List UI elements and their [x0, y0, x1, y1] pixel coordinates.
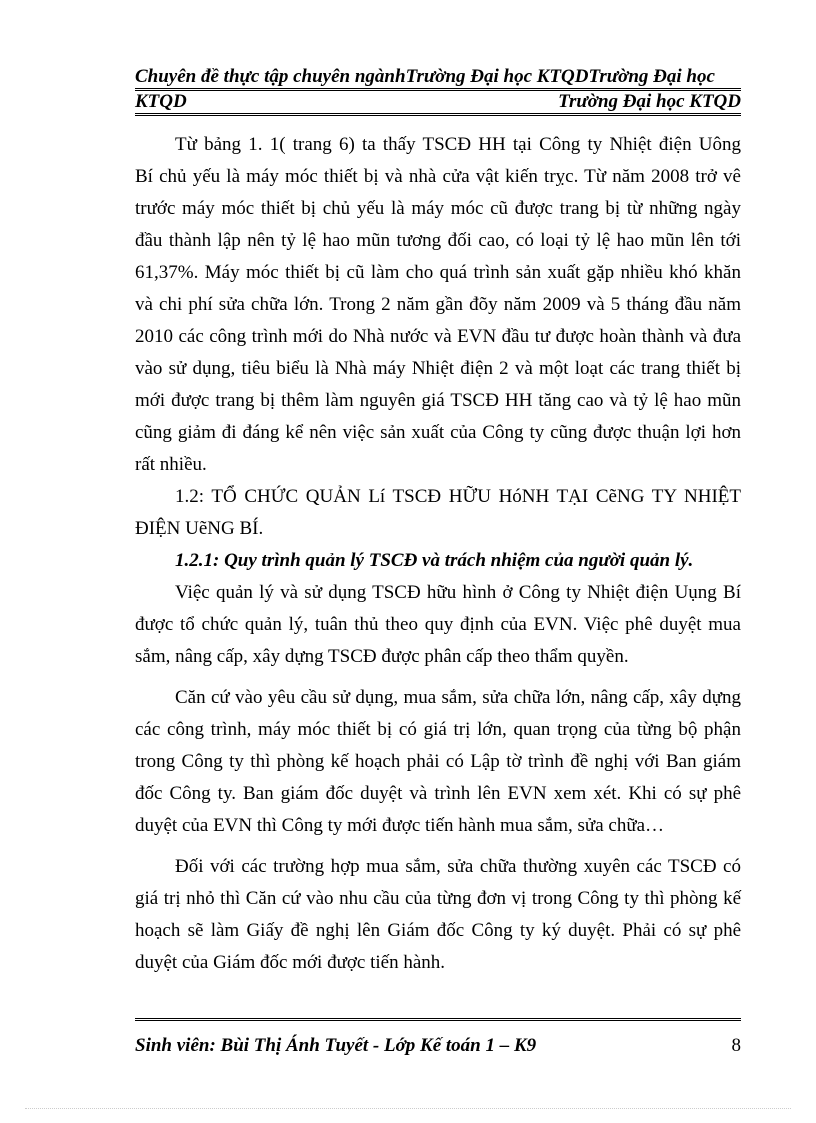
paragraph — [135, 577, 741, 673]
text-line: duyệt của Giám đốc mới được tiến hành. — [135, 952, 446, 973]
text-line: 61,37%. Máy móc thiết bị cũ làm cho quá trình sản xuất gặp nhiều khó khăn — [135, 262, 741, 283]
text-line: vào sử dụng, tiêu biểu là Nhà máy Nhiệt điện 2 và một loạt các trang thiết bị — [135, 358, 741, 379]
text-line: cũng giảm đi đáng kể nên việc sản xuất của Công ty cũng được thuận lợi hơn — [135, 422, 741, 443]
document-body — [135, 129, 741, 979]
footer-divider — [135, 1018, 741, 1021]
text-line: Đối với các trường hợp mua sắm, sửa chữa thường xuyên các TSCĐ có — [175, 856, 741, 877]
text-line: được tổ chức quản lý, tuân thủ theo quy định của EVN. Việc phê duyệt mua — [135, 614, 741, 635]
text-line: duyệt của EVN thì Công ty mới được tiến hành mua sắm, sửa chữa… — [135, 815, 665, 836]
header-school: Trường Đại học KTQD — [558, 91, 741, 112]
text-line: 1.2.1: Quy trình quản lý TSCĐ và trách nhiệm của người quản lý. — [175, 550, 694, 571]
page-number: 8 — [731, 1035, 741, 1056]
text-line: và chi phí sửa chữa lớn. Trong 2 năm gần đõy năm 2009 và 5 tháng đầu năm — [135, 294, 741, 315]
header-title: Chuyên đề thực tập chuyên ngànhTrường Đại học KTQDTrường Đại học — [135, 66, 715, 87]
text-line: giá trị nhỏ thì Căn cứ vào nhu cầu của từng đơn vị trong Công ty thì phòng kế — [135, 888, 741, 909]
text-line: đốc Công ty. Ban giám đốc duyệt và trình lên EVN xem xét. Khi có sự phê — [135, 783, 741, 804]
header-row-1 — [135, 66, 741, 91]
text-line: trong Công ty thì phòng kế hoạch phải có Lập tờ trình đề nghị với Ban giám — [135, 751, 741, 772]
header-row-2 — [135, 91, 741, 116]
text-line: Bí chủ yếu là máy móc thiết bị và nhà cửa vật kiến trỵc. Từ năm 2008 trở vê — [135, 166, 741, 187]
text-line: các công trình, máy móc thiết bị có giá trị lớn, quan trọng của từng bộ phận — [135, 719, 741, 740]
paragraph — [135, 129, 741, 481]
text-line: ĐIỆN UẽNG BÍ. — [135, 518, 264, 539]
page-footer — [135, 1033, 741, 1059]
footer-student: Sinh viên: Bùi Thị Ánh Tuyết - Lớp Kế toán 1 – K9 — [135, 1035, 537, 1056]
text-line: trước máy móc thiết bị chủ yếu là máy móc cũ được trang bị từ những ngày — [135, 198, 741, 219]
text-line: 2010 các công trình mới do Nhà nước và EVN đầu tư được hoàn thành và đưa — [135, 326, 741, 347]
page-header — [135, 66, 741, 116]
text-line: Việc quản lý và sử dụng TSCĐ hữu hình ở Công ty Nhiệt điện Uụng Bí — [175, 582, 741, 603]
text-line: sắm, nâng cấp, xây dựng TSCĐ được phân cấp theo thẩm quyền. — [135, 646, 629, 667]
section-heading — [135, 545, 741, 577]
page-edge — [25, 1108, 791, 1109]
text-line: Căn cứ vào yêu cầu sử dụng, mua sắm, sửa chữa lớn, nâng cấp, xây dựng — [175, 687, 741, 708]
text-line: đầu thành lập nên tỷ lệ hao mũn tương đối cao, có loại tỷ lệ hao mũn lên tới — [135, 230, 741, 251]
text-line: 1.2: TỔ CHỨC QUẢN Lí TSCĐ HỮU HóNH TẠI CẽNG TY NHIỆT — [175, 486, 741, 507]
paragraph — [135, 851, 741, 979]
text-line: hoạch sẽ làm Giấy đề nghị lên Giám đốc Công ty ký duyệt. Phải có sự phê — [135, 920, 741, 941]
paragraph — [135, 481, 741, 545]
text-line: mới được trang bị thêm làm nguyên giá TSCĐ HH tăng cao và tỷ lệ hao mũn — [135, 390, 741, 411]
text-line: Từ bảng 1. 1( trang 6) ta thấy TSCĐ HH tại Công ty Nhiệt điện Uông — [175, 134, 741, 155]
paragraph — [135, 682, 741, 842]
text-line: rất nhiều. — [135, 454, 207, 475]
header-title-cont: KTQD — [135, 91, 187, 112]
